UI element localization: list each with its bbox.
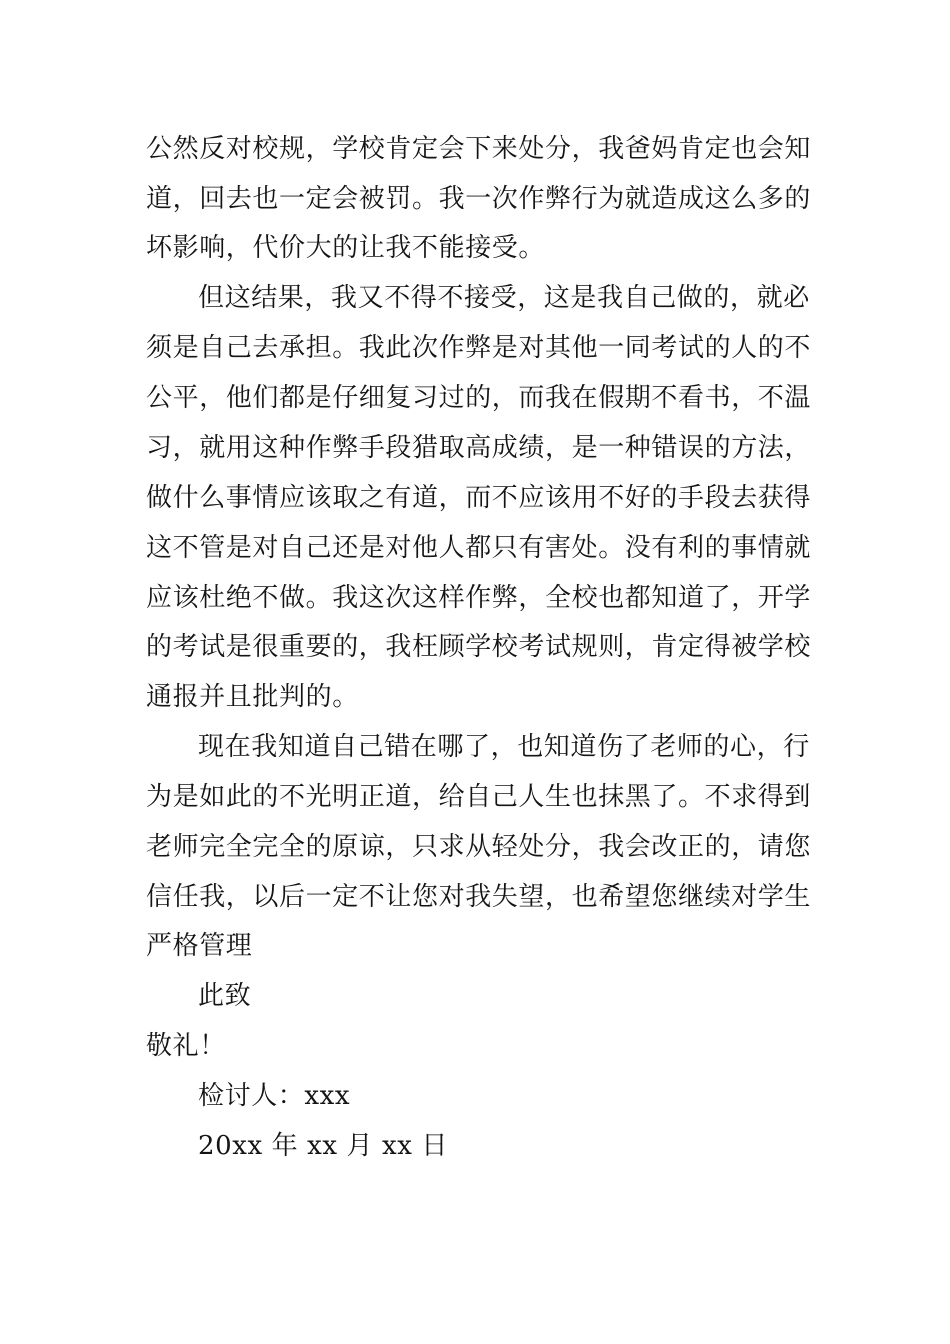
paragraph-2-line-1: 但这结果，我又不得不接受，这是我自己做的，就必	[198, 283, 810, 313]
paragraph-3-line-4: 信任我，以后一定不让您对我失望，也希望您继续对学生	[146, 882, 812, 912]
signer-line: 检讨人：xxx	[198, 1081, 351, 1111]
paragraph-2-line-2: 须是自己去承担。我此次作弊是对其他一同考试的人的不	[146, 333, 812, 363]
paragraph-2-line-6: 这不管是对自己还是对他人都只有害处。没有利的事情就	[146, 533, 812, 563]
date-line: 20xx 年 xx 月 xx 日	[198, 1131, 448, 1161]
paragraph-2-line-3: 公平，他们都是仔细复习过的，而我在假期不看书，不温	[146, 383, 812, 413]
paragraph-3-line-3: 老师完全完全的原谅，只求从轻处分，我会改正的，请您	[146, 832, 812, 862]
paragraph-1-line-3: 坏影响，代价大的让我不能接受。	[146, 233, 546, 263]
closing-salutation-1: 此致	[198, 981, 252, 1011]
paragraph-2-line-8: 的考试是很重要的，我枉顾学校考试规则，肯定得被学校	[146, 632, 812, 662]
paragraph-1-line-2: 道，回去也一定会被罚。我一次作弊行为就造成这么多的	[146, 184, 812, 214]
paragraph-2-line-4: 习，就用这种作弊手段猎取高成绩，是一种错误的方法，	[146, 433, 812, 463]
paragraph-3-line-1: 现在我知道自己错在哪了，也知道伤了老师的心，行	[198, 732, 810, 762]
paragraph-3-line-5: 严格管理	[146, 931, 253, 961]
closing-salutation-2: 敬礼！	[146, 1031, 226, 1061]
paragraph-2-line-7: 应该杜绝不做。我这次这样作弊，全校也都知道了，开学	[146, 583, 812, 613]
paragraph-3-line-2: 为是如此的不光明正道，给自己人生也抹黑了。不求得到	[146, 782, 812, 812]
paragraph-2-line-9: 通报并且批判的。	[146, 682, 359, 712]
paragraph-2-line-5: 做什么事情应该取之有道，而不应该用不好的手段去获得	[146, 483, 812, 513]
paragraph-1-line-1: 公然反对校规，学校肯定会下来处分，我爸妈肯定也会知	[146, 134, 812, 164]
